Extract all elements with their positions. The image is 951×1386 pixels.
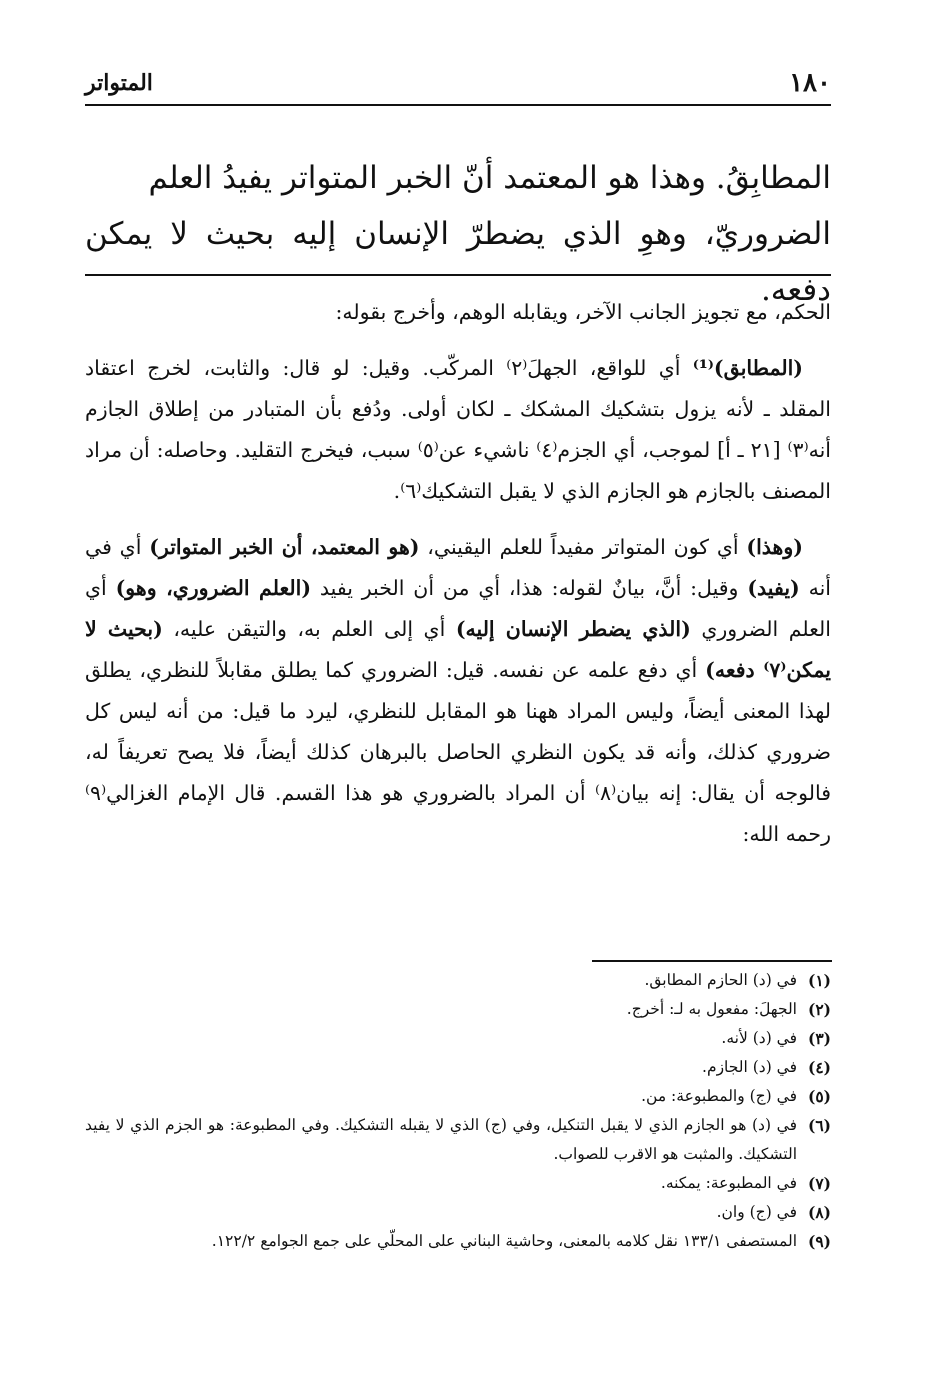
footnote-text: في (ج) وان.	[716, 1203, 797, 1221]
footnote-number: (٩)	[807, 1232, 831, 1251]
footnote-number: (٦)	[807, 1116, 831, 1135]
footnote	[85, 1227, 831, 1256]
footnote-number: (٥)	[807, 1087, 831, 1106]
commentary-text: أي في أنه	[85, 535, 831, 600]
quoted-phrase: (بحيث لا يمكن⁽٧⁾ دفعه)	[85, 617, 831, 682]
footnote	[85, 1111, 831, 1169]
footnote-text: في (د) هو الجازم الذي لا يقبل التنكيل، وفي (ج) الذي لا يقبله التشكيك. وفي المطبوعة: هو الجزم الذي لا يفيد التشكيك. والمثبت هو الاقرب للصواب.	[85, 1116, 797, 1163]
main-text-line: الضروريّ، وهوِ الذي يضطرّ الإنسان إليه بحيث لا يمكن دفعه.	[85, 216, 831, 308]
footnote	[85, 1024, 831, 1053]
page-number: ١٨٠	[789, 68, 831, 98]
quoted-phrase: (يفيد)	[747, 576, 800, 600]
quoted-phrase: (المطابق)⁽¹⁾	[692, 356, 803, 380]
footnote-text: في (ج) والمطبوعة: من.	[641, 1087, 797, 1105]
footnote-number: (٢)	[807, 1000, 831, 1019]
commentary	[85, 292, 831, 870]
footnote	[85, 995, 831, 1024]
footnote-separator	[592, 960, 832, 962]
footnote-number: (٤)	[807, 1058, 831, 1077]
footnote	[85, 1082, 831, 1111]
footnote-number: (٣)	[807, 1029, 831, 1048]
footnote-text: في المطبوعة: يمكنه.	[660, 1174, 797, 1192]
text-separator-rule	[85, 274, 831, 276]
footnote-number: (٨)	[807, 1203, 831, 1222]
header-rule	[85, 104, 831, 106]
footnote-number: (١)	[807, 971, 831, 990]
commentary-text: أي كون المتواتر مفيداً للعلم اليقيني،	[419, 535, 747, 559]
quoted-phrase: (العلم الضروري، وهو)	[115, 576, 312, 600]
commentary-text: أي إلى العلم به، والتيقن عليه،	[162, 617, 456, 641]
footnote	[85, 1169, 831, 1198]
footnote	[85, 1198, 831, 1227]
footnote-text: المستصفى ١٣٣/١ نقل كلامه بالمعنى، وحاشية البناني على المحلّي على جمع الجوامع ١٢٢/٢.	[211, 1232, 797, 1250]
footnote-number: (٧)	[807, 1174, 831, 1193]
running-title: المتواتر	[85, 70, 153, 96]
commentary-text: أي دفع علمه عن نفسه. قيل: الضروري كما يطلق مقابلاً للنظري، يطلق لهذا المعنى أيضاً، وليس المراد ههنا هو المقابل للنظري، ليرد ما قيل: من أنه ليس كل ضروري كذلك، وأنه قد يكون النظري الحاصل بالبرهان كذلك أيضاً، فلا يصح تعريفاً له، فالوجه أن يقال: إنه بيان⁽٨⁾ أن المراد بالضروري هو هذا القسم. قال الإمام الغزالي⁽٩⁾ رحمه الله:	[85, 658, 831, 846]
commentary-paragraph	[85, 348, 831, 512]
quoted-phrase: (هو المعتمد، أن الخبر المتواتر)	[149, 535, 420, 559]
commentary-paragraph: الحكم، مع تجويز الجانب الآخر، ويقابله الوهم، وأخرج بقوله:	[335, 300, 831, 324]
footnote-text: في (د) الحازم المطابق.	[644, 971, 797, 989]
commentary-text: أي للواقع، الجهلَ⁽٢⁾ المركّب. وقيل: لو قال: والثابت، لخرج اعتقاد المقلد ـ لأنه يزول بتشكيك المشكك ـ لكان أولى. ودُفع بأن المتبادر من إطلاق الجازم أنه⁽٣⁾ [٢١ ـ أ] لموجب، أي الجزم⁽٤⁾ ناشيء عن⁽٥⁾ سبب، فيخرج التقليد. وحاصله: أن مراد المصنف بالجازم هو الجازم الذي لا يقبل التشكيك⁽٦⁾.	[85, 356, 831, 503]
commentary-paragraph	[85, 527, 831, 855]
footnote	[85, 966, 831, 995]
quoted-phrase: (وهذا)	[746, 535, 803, 559]
commentary-text: أي العلم الضروري	[85, 576, 831, 641]
page-header	[85, 68, 831, 98]
commentary-text: وقيل: أنَّ، بيانٌ لقوله: هذا، أي من أن الخبر يفيد	[311, 576, 748, 600]
footnote-text: في (د) الجازم.	[702, 1058, 797, 1076]
quoted-phrase: (الذي يضطر الإنسان إليه)	[455, 617, 691, 641]
footnote-text: الجهلَ: مفعول به لـ: أخرج.	[626, 1000, 797, 1018]
main-text-line: المطابِقُ. وهذا هو المعتمد أنّ الخبر المتواتر يفيدُ العلم	[148, 160, 831, 196]
footnotes	[85, 966, 831, 1256]
footnote	[85, 1053, 831, 1082]
footnote-text: في (د) لأنه.	[721, 1029, 797, 1047]
